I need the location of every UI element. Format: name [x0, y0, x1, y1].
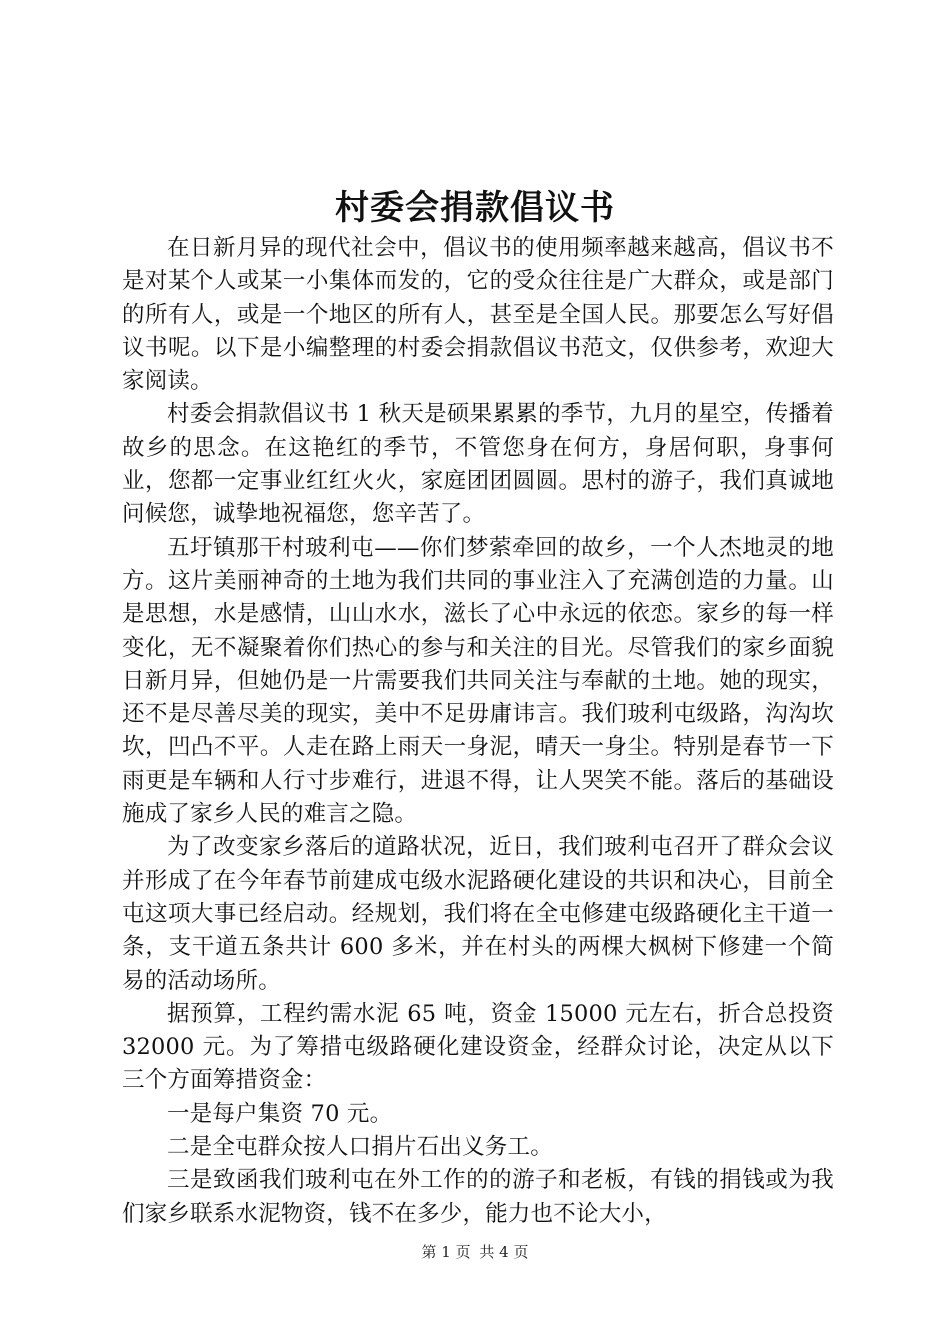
- paragraph-plan: 为了改变家乡落后的道路状况，近日，我们玻利屯召开了群众会议并形成了在今年春节前建成屯级水泥路硬化建设的共识和决心，目前全屯这项大事已经启动。经规划，我们将在全屯修建屯级路硬化主干道一条，支干道五条共计 600 多米，并在村头的两棵大枫树下修建一个简易的活动场所。: [122, 834, 834, 994]
- paragraph-item-one: 一是每户集资 70 元。: [167, 1100, 393, 1127]
- paragraph-item-three: 三是致函我们玻利屯在外工作的的游子和老板，有钱的捐钱或为我们家乡联系水泥物资，钱不在多少，能力也不论大小，: [122, 1167, 834, 1227]
- paragraph-item-two: 二是全屯群众按人口捐片石出义务工。: [167, 1134, 553, 1161]
- page-number: 第 1 页: [421, 1243, 471, 1261]
- page-total: 共 4 页: [479, 1243, 529, 1261]
- document-title: 村委会捐款倡议书: [335, 188, 615, 228]
- page-footer: [0, 1241, 950, 1263]
- paragraph-hometown: 五圩镇那干村玻利屯——你们梦萦牵回的故乡，一个人杰地灵的地方。这片美丽神奇的土地为我们共同的事业注入了充满创造的力量。山是思想，水是感情，山山水水，滋长了心中永远的依恋。家乡的每一样变化，无不凝聚着你们热心的参与和关注的目光。尽管我们的家乡面貌日新月异，但她仍是一片需要我们共同关注与奉献的土地。她的现实，还不是尽善尽美的现实，美中不足毋庸讳言。我们玻利屯级路，沟沟坎坎，凹凸不平。人走在路上雨天一身泥，晴天一身尘。特别是春节一下雨更是车辆和人行寸步难行，进退不得，让人哭笑不能。落后的基础设施成了家乡人民的难言之隐。: [122, 534, 834, 828]
- paragraph-greeting: 村委会捐款倡议书 1 秋天是硕果累累的季节，九月的星空，传播着故乡的思念。在这艳红的季节，不管您身在何方，身居何职，身事何业，您都一定事业红红火火，家庭团团圆圆。思村的游子，我们真诚地问候您，诚挚地祝福您，您辛苦了。: [122, 401, 834, 528]
- document-body: [122, 232, 834, 1231]
- paragraph-budget: 据预算，工程约需水泥 65 吨，资金 15000 元左右，折合总投资 32000 元。为了筹措屯级路硬化建设资金，经群众讨论，决定从以下三个方面筹措资金：: [122, 1000, 834, 1094]
- paragraph-intro: 在日新月异的现代社会中，倡议书的使用频率越来越高，倡议书不是对某个人或某一小集体而发的，它的受众往往是广大群众，或是部门的所有人，或是一个地区的所有人，甚至是全国人民。那要怎么写好倡议书呢。以下是小编整理的村委会捐款倡议书范文，仅供参考，欢迎大家阅读。: [122, 235, 834, 395]
